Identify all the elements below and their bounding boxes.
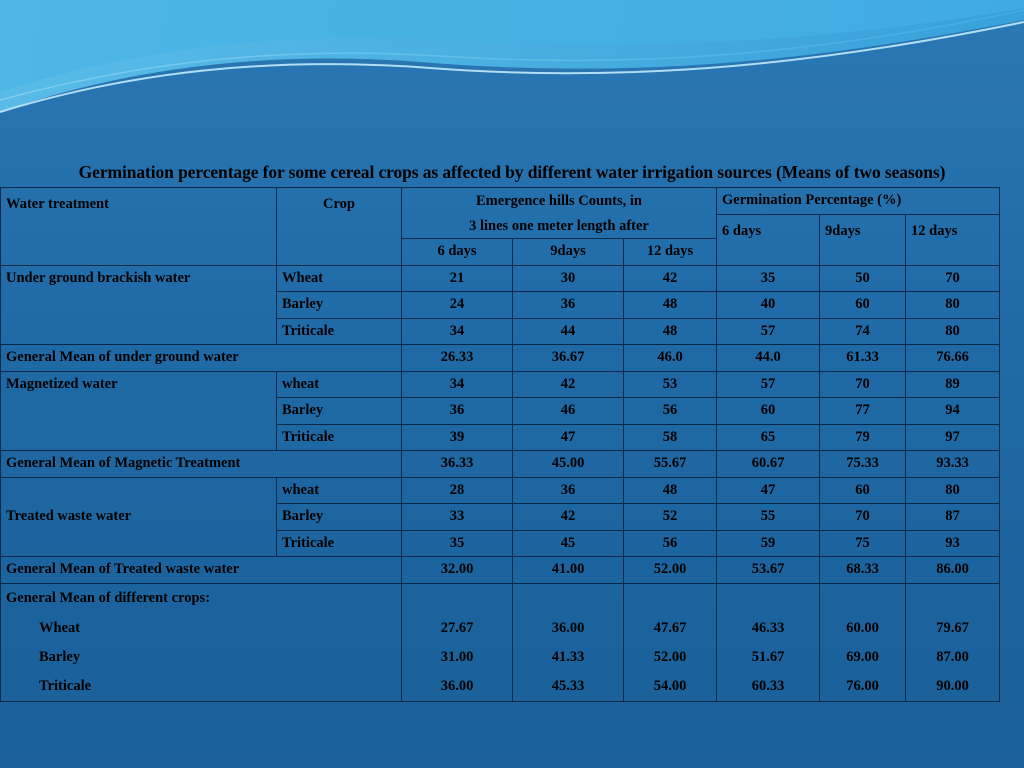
value-cell: 93 [906,530,1000,557]
mean-row [1,345,1000,372]
crop-mean-value: 51.67 [717,643,820,672]
value-cell: 36 [402,398,513,425]
value-cell: 65 [717,424,820,451]
value-cell: 94 [906,398,1000,425]
value-cell: 28 [402,477,513,504]
empty-cell [513,583,624,614]
mean-label: General Mean of Magnetic Treatment [1,451,402,478]
empty-cell [820,583,906,614]
crop-cell: Triticale [277,424,402,451]
crop-mean-label: Triticale [1,672,402,702]
crop-cell: Wheat [277,265,402,292]
value-cell: 47 [717,477,820,504]
page-title: Germination percentage for some cereal crops as affected by different water irrigation sources (Means of two seasons) [78,162,946,182]
mean-value: 26.33 [402,345,513,372]
crop-mean-row [1,643,1000,672]
value-cell: 30 [513,265,624,292]
mean-value: 75.33 [820,451,906,478]
mean-label: General Mean of under ground water [1,345,402,372]
crop-mean-value: 46.33 [717,614,820,643]
table-row [1,371,1000,398]
value-cell: 56 [624,530,717,557]
crop-header: Crop [277,188,402,266]
crop-mean-value: 90.00 [906,672,1000,702]
mean-value: 86.00 [906,557,1000,584]
mean-row [1,557,1000,584]
crop-cell: Barley [277,398,402,425]
crop-means-label: General Mean of different crops: [1,583,402,614]
mean-value: 61.33 [820,345,906,372]
treatment-label: Magnetized water [1,371,277,451]
value-cell: 75 [820,530,906,557]
crop-cell: Triticale [277,318,402,345]
germ-9days-header: 9days [820,214,906,265]
germ-6days-header: 6 days [717,214,820,265]
value-cell: 80 [906,292,1000,319]
mean-value: 76.66 [906,345,1000,372]
value-cell: 42 [513,504,624,531]
emergence-header-line1: Emergence hills Counts, in [402,188,717,215]
crop-cell: Triticale [277,530,402,557]
crop-cell: Barley [277,504,402,531]
mean-label: General Mean of Treated waste water [1,557,402,584]
emergence-6days-header: 6 days [402,239,513,266]
value-cell: 60 [717,398,820,425]
emergence-12days-header: 12 days [624,239,717,266]
value-cell: 34 [402,371,513,398]
mean-value: 41.00 [513,557,624,584]
table-row [1,265,1000,292]
value-cell: 59 [717,530,820,557]
germ-12days-header: 12 days [906,214,1000,265]
crop-mean-value: 60.00 [820,614,906,643]
crop-mean-value: 87.00 [906,643,1000,672]
value-cell: 24 [402,292,513,319]
value-cell: 42 [624,265,717,292]
mean-value: 46.0 [624,345,717,372]
mean-value: 44.0 [717,345,820,372]
mean-value: 93.33 [906,451,1000,478]
value-cell: 33 [402,504,513,531]
crop-cell: wheat [277,477,402,504]
value-cell: 60 [820,292,906,319]
treatment-label: Under ground brackish water [1,265,277,345]
crop-mean-label: Barley [1,643,402,672]
crop-mean-value: 60.33 [717,672,820,702]
crop-means-header-row [1,583,1000,614]
header-row [1,188,1000,215]
value-cell: 80 [906,318,1000,345]
crop-mean-value: 41.33 [513,643,624,672]
value-cell: 53 [624,371,717,398]
value-cell: 34 [402,318,513,345]
crop-mean-value: 76.00 [820,672,906,702]
value-cell: 57 [717,371,820,398]
crop-mean-value: 54.00 [624,672,717,702]
value-cell: 35 [402,530,513,557]
mean-value: 32.00 [402,557,513,584]
value-cell: 21 [402,265,513,292]
value-cell: 87 [906,504,1000,531]
value-cell: 77 [820,398,906,425]
empty-cell [717,583,820,614]
value-cell: 36 [513,477,624,504]
crop-mean-label: Wheat [1,614,402,643]
mean-value: 36.33 [402,451,513,478]
value-cell: 42 [513,371,624,398]
value-cell: 52 [624,504,717,531]
crop-mean-row [1,672,1000,702]
emergence-9days-header: 9days [513,239,624,266]
germination-header: Germination Percentage (%) [717,188,1000,215]
value-cell: 74 [820,318,906,345]
mean-value: 55.67 [624,451,717,478]
mean-value: 36.67 [513,345,624,372]
value-cell: 50 [820,265,906,292]
value-cell: 44 [513,318,624,345]
table-row [1,477,1000,504]
crop-mean-value: 47.67 [624,614,717,643]
mean-row [1,451,1000,478]
crop-mean-value: 45.33 [513,672,624,702]
mean-value: 52.00 [624,557,717,584]
mean-value: 60.67 [717,451,820,478]
value-cell: 89 [906,371,1000,398]
treatment-label: Treated waste water [1,477,277,557]
mean-value: 68.33 [820,557,906,584]
value-cell: 70 [820,504,906,531]
value-cell: 58 [624,424,717,451]
value-cell: 48 [624,292,717,319]
value-cell: 39 [402,424,513,451]
empty-cell [624,583,717,614]
value-cell: 47 [513,424,624,451]
value-cell: 40 [717,292,820,319]
crop-cell: Barley [277,292,402,319]
emergence-header-line2: 3 lines one meter length after [402,214,717,239]
value-cell: 46 [513,398,624,425]
value-cell: 70 [820,371,906,398]
value-cell: 55 [717,504,820,531]
crop-mean-value: 36.00 [402,672,513,702]
value-cell: 97 [906,424,1000,451]
value-cell: 48 [624,477,717,504]
crop-mean-value: 52.00 [624,643,717,672]
value-cell: 35 [717,265,820,292]
value-cell: 45 [513,530,624,557]
value-cell: 57 [717,318,820,345]
value-cell: 79 [820,424,906,451]
value-cell: 80 [906,477,1000,504]
empty-cell [402,583,513,614]
value-cell: 70 [906,265,1000,292]
value-cell: 60 [820,477,906,504]
water-treatment-header: Water treatment [1,188,277,266]
germination-table [0,187,1000,702]
empty-cell [906,583,1000,614]
mean-value: 53.67 [717,557,820,584]
crop-mean-row [1,614,1000,643]
header-swoosh-decoration [0,0,1024,130]
mean-value: 45.00 [513,451,624,478]
crop-mean-value: 36.00 [513,614,624,643]
value-cell: 36 [513,292,624,319]
crop-mean-value: 27.67 [402,614,513,643]
value-cell: 48 [624,318,717,345]
crop-mean-value: 31.00 [402,643,513,672]
value-cell: 56 [624,398,717,425]
crop-mean-value: 79.67 [906,614,1000,643]
crop-mean-value: 69.00 [820,643,906,672]
crop-cell: wheat [277,371,402,398]
